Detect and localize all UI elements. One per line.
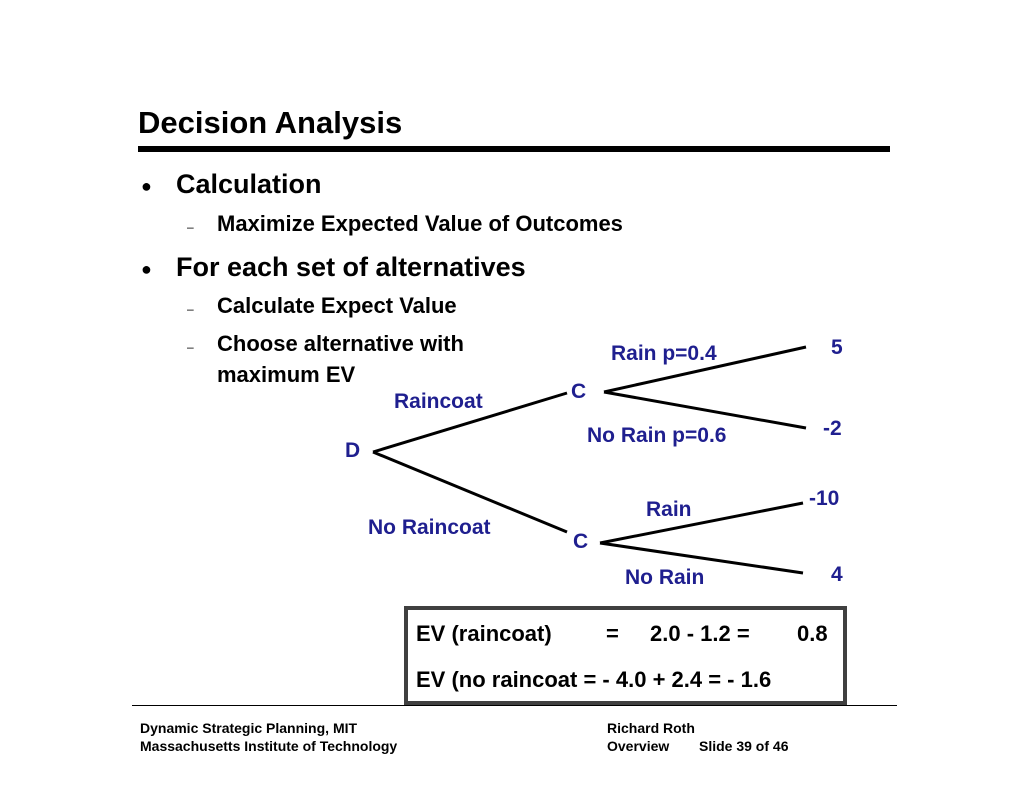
- footer-divider: [132, 705, 897, 706]
- bullet-marker: ●: [141, 176, 152, 196]
- footer-slide-number: Slide 39 of 46: [699, 738, 789, 754]
- payoff-label-2: -2: [823, 417, 842, 440]
- ev-raincoat-calc: 2.0 - 1.2 =: [650, 621, 750, 646]
- bullet-marker: ●: [141, 259, 152, 279]
- footer-course: Dynamic Strategic Planning, MIT: [140, 720, 358, 736]
- chance-node-top-label: C: [571, 380, 587, 403]
- sub-bullet-choose: Choose alternative with: [217, 331, 464, 356]
- ev-raincoat-label: EV (raincoat): [416, 621, 552, 646]
- sub-bullet-maximize: Maximize Expected Value of Outcomes: [217, 211, 623, 236]
- footer-institution: Massachusetts Institute of Technology: [140, 738, 398, 754]
- outcome-norain-top-label: No Rain p=0.6: [587, 424, 727, 447]
- sub-bullet-marker: –: [187, 302, 194, 316]
- payoff-label-3: -10: [809, 487, 840, 510]
- outcome-norain-bottom-label: No Rain: [625, 566, 705, 589]
- sub-bullet-marker: –: [187, 220, 194, 234]
- bullet-alternatives: For each set of alternatives: [176, 252, 526, 282]
- payoff-label-1: 5: [831, 336, 843, 359]
- sub-bullet-calculate: Calculate Expect Value: [217, 293, 457, 318]
- outcome-rain-bottom-label: Rain: [646, 498, 692, 521]
- decision-node-label: D: [345, 439, 361, 462]
- branch-rain-bottom-line: [600, 503, 803, 543]
- chance-node-bottom-label: C: [573, 530, 589, 553]
- footer-section: Overview: [607, 738, 670, 754]
- ev-raincoat-result: 0.8: [797, 621, 828, 646]
- ev-raincoat-equals: =: [606, 621, 619, 646]
- ev-no-raincoat-line: EV (no raincoat = - 4.0 + 2.4 = - 1.6: [416, 667, 772, 692]
- slide-title: Decision Analysis: [138, 105, 403, 140]
- sub-bullet-choose-cont: maximum EV: [217, 362, 356, 387]
- outcome-rain-top-label: Rain p=0.4: [611, 342, 717, 365]
- footer-author: Richard Roth: [607, 720, 695, 736]
- sub-bullet-marker: –: [187, 340, 194, 354]
- bullet-calculation: Calculation: [176, 169, 322, 199]
- payoff-label-4: 4: [831, 563, 843, 586]
- branch-no-raincoat-label: No Raincoat: [368, 516, 491, 539]
- branch-raincoat-label: Raincoat: [394, 390, 483, 413]
